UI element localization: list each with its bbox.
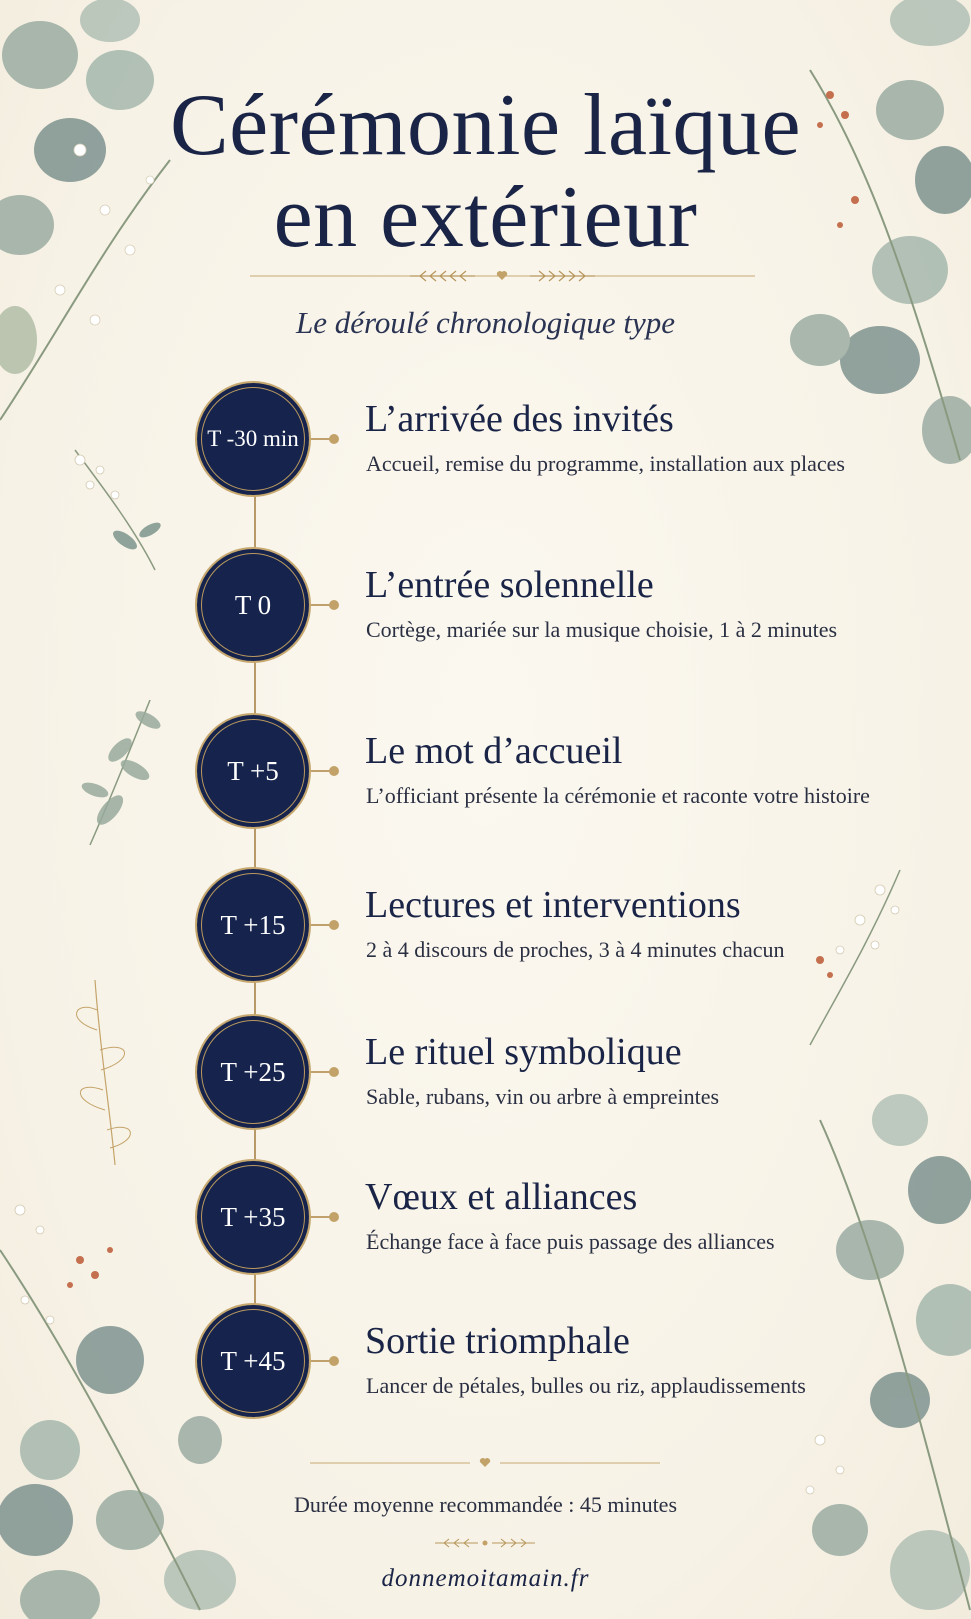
step-title: L’entrée solennelle	[365, 564, 654, 606]
leaf-sprig-left-decoration	[70, 690, 170, 850]
time-badge	[195, 867, 311, 983]
title-line-2: en extérieur	[273, 169, 698, 266]
connector-dot	[329, 434, 339, 444]
website-link[interactable]: donnemoitamain.fr	[381, 1565, 590, 1592]
time-label: T +5	[227, 756, 279, 786]
step-title: Vœux et alliances	[365, 1176, 638, 1218]
time-badge	[195, 713, 311, 829]
step-description: Échange face à face puis passage des alliances	[366, 1229, 775, 1254]
time-label: T -30 min	[207, 426, 299, 451]
golden-leaf-left-decoration	[55, 970, 155, 1170]
footer-divider	[310, 1456, 660, 1470]
step-title: Sortie triomphale	[365, 1320, 630, 1362]
mini-divider	[430, 1536, 540, 1550]
gypsophila-left-decoration	[55, 440, 175, 580]
time-label: T +45	[220, 1346, 286, 1376]
step-title: Le rituel symbolique	[365, 1031, 682, 1073]
timeline-step	[195, 1159, 935, 1279]
time-label: T 0	[234, 590, 272, 620]
timeline-step	[195, 547, 935, 667]
timeline-step	[195, 381, 935, 501]
step-title: Le mot d’accueil	[365, 730, 623, 772]
duration-note: Durée moyenne recommandée : 45 minutes	[293, 1492, 678, 1517]
page-title	[0, 77, 971, 266]
step-description: Accueil, remise du programme, installation aux places	[366, 451, 845, 476]
timeline-step	[195, 713, 935, 833]
connector-dot	[329, 920, 339, 930]
step-title: L’arrivée des invités	[365, 398, 674, 440]
timeline-step	[195, 1303, 935, 1423]
step-description: 2 à 4 discours de proches, 3 à 4 minutes chacun	[366, 937, 785, 962]
time-label: T +15	[220, 910, 286, 940]
time-label: T +25	[220, 1057, 286, 1087]
step-description: Cortège, mariée sur la musique choisie, 1 à 2 minutes	[366, 617, 838, 642]
connector-dot	[329, 600, 339, 610]
time-badge	[195, 547, 311, 663]
page-subtitle: Le déroulé chronologique type	[295, 305, 676, 340]
title-line-1: Cérémonie laïque	[169, 77, 802, 174]
time-label: T +35	[220, 1202, 286, 1232]
connector-dot	[329, 1356, 339, 1366]
time-badge	[195, 1159, 311, 1275]
title-divider	[250, 268, 755, 284]
connector-dot	[329, 1212, 339, 1222]
step-description: Sable, rubans, vin ou arbre à empreintes	[366, 1084, 720, 1109]
connector-dot	[329, 766, 339, 776]
time-badge	[195, 1303, 311, 1419]
step-description: Lancer de pétales, bulles ou riz, applaudissements	[366, 1373, 806, 1398]
time-badge	[195, 381, 311, 497]
timeline-step	[195, 1014, 935, 1134]
connector-dot	[329, 1067, 339, 1077]
step-title: Lectures et interventions	[365, 884, 741, 926]
step-description: L’officiant présente la cérémonie et raconte votre histoire	[366, 783, 870, 808]
timeline-step	[195, 867, 935, 987]
time-badge	[195, 1014, 311, 1130]
